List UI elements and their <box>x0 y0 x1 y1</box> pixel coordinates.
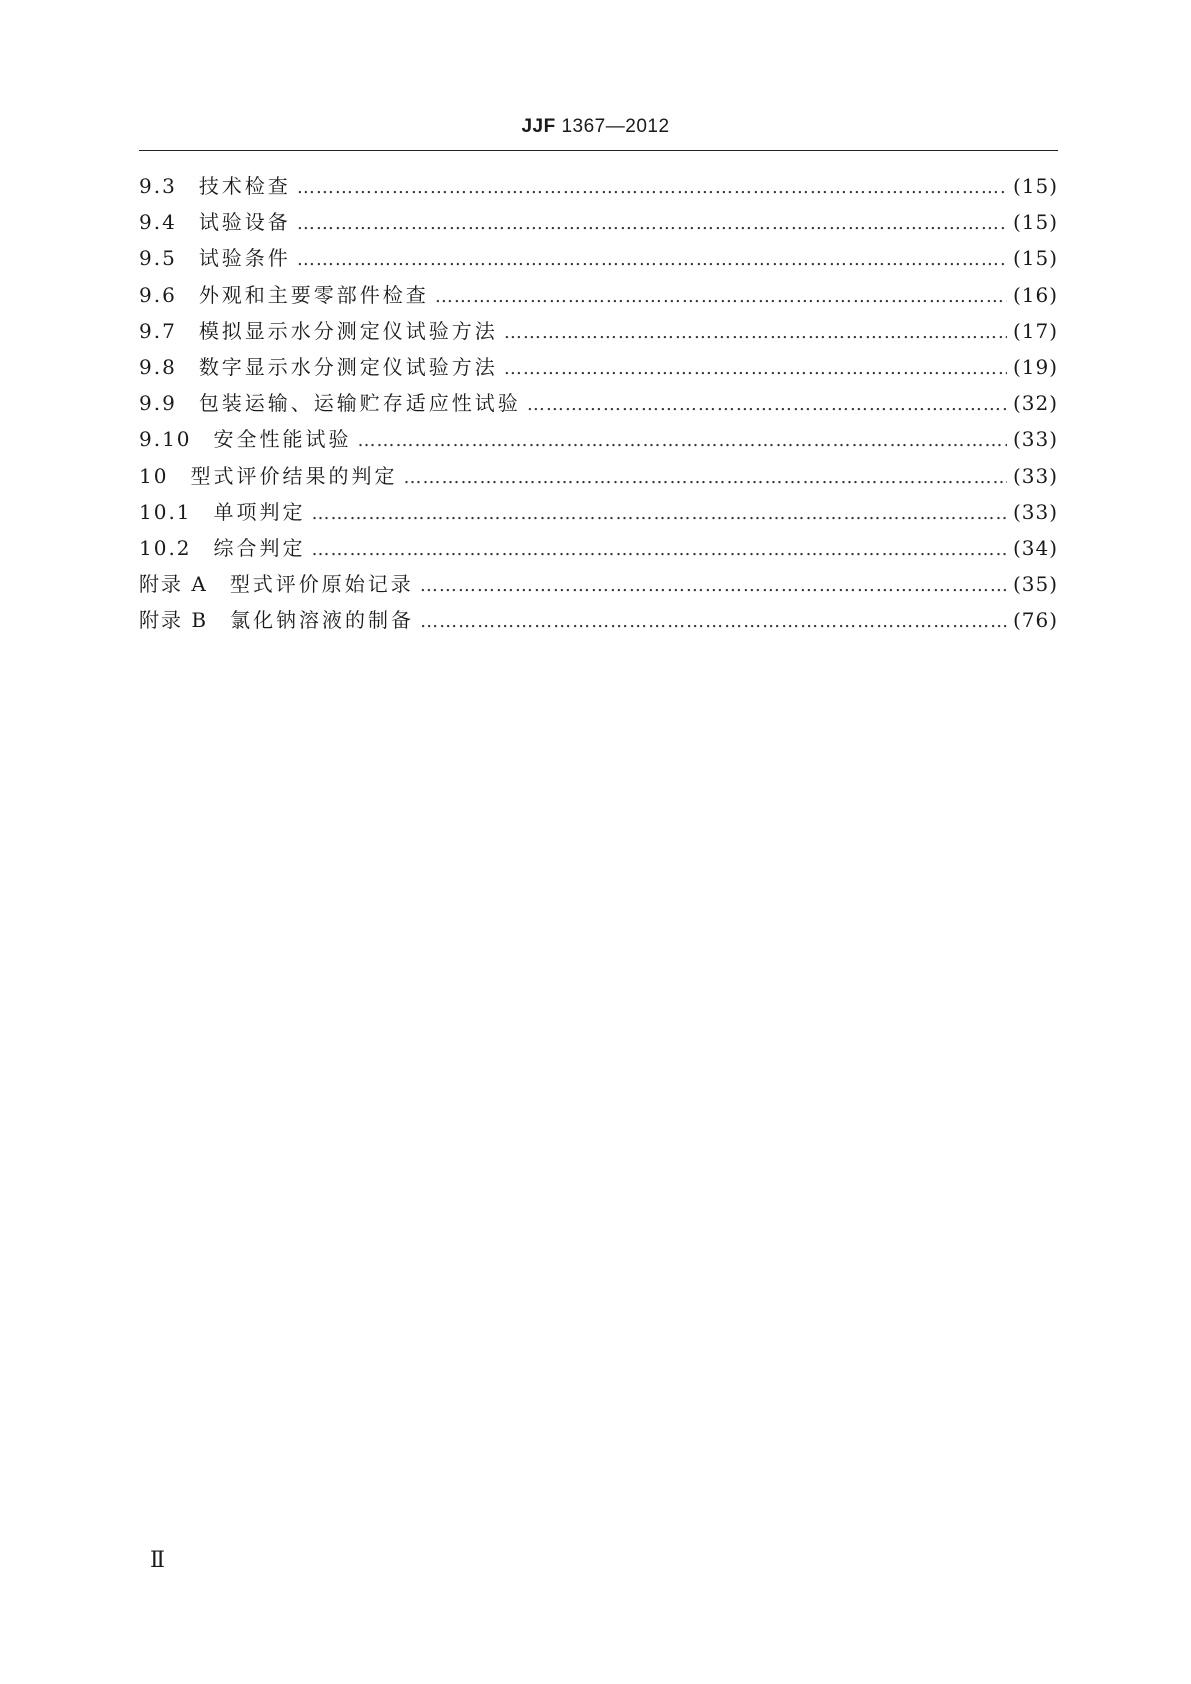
toc-entry[interactable] <box>139 315 1058 351</box>
running-header <box>0 116 1191 138</box>
toc-entry[interactable] <box>139 423 1058 459</box>
toc-entry[interactable] <box>139 568 1058 604</box>
toc-entry-title: 数字显示水分测定仪试验方法 <box>198 354 498 379</box>
dot-leader <box>297 177 1007 198</box>
toc-entry-page: (19) <box>1012 354 1058 379</box>
dot-leader <box>504 358 1007 379</box>
toc-entry-page: (15) <box>1012 210 1058 235</box>
toc-entry-title: 试验条件 <box>198 246 291 271</box>
toc-entry-page: (15) <box>1012 246 1058 271</box>
toc-entry[interactable] <box>139 170 1058 206</box>
dot-leader <box>435 286 1007 307</box>
page-number: Ⅱ <box>150 1548 165 1573</box>
toc-entry-page: (16) <box>1012 282 1058 307</box>
toc-entry-number: 9.6 <box>139 282 177 307</box>
toc-entry-number: 9.5 <box>139 246 177 271</box>
table-of-contents <box>139 170 1058 640</box>
toc-entry[interactable] <box>139 496 1058 532</box>
standard-number: 1367—2012 <box>561 116 670 137</box>
toc-entry-number: 9.3 <box>139 174 177 198</box>
toc-entry-number: 10.1 <box>139 499 192 524</box>
toc-entry-number: 9.8 <box>139 354 177 379</box>
toc-entry-page: (15) <box>1012 174 1058 198</box>
toc-entry[interactable] <box>139 242 1058 278</box>
toc-entry-title: 技术检查 <box>198 174 291 198</box>
header-rule <box>139 150 1058 151</box>
toc-entry-number: 9.4 <box>139 210 177 235</box>
toc-entry-number: 10.2 <box>139 535 192 560</box>
toc-entry-number: 附录 B <box>139 608 209 633</box>
toc-entry-page: (32) <box>1012 391 1058 416</box>
toc-entry[interactable] <box>139 206 1058 242</box>
toc-entry[interactable] <box>139 387 1058 423</box>
toc-entry-number: 9.10 <box>139 427 192 452</box>
toc-entry-page: (17) <box>1012 318 1058 343</box>
toc-entry-title: 安全性能试验 <box>213 427 352 452</box>
toc-entry-number: 10 <box>139 463 169 488</box>
toc-entry[interactable] <box>139 532 1058 568</box>
toc-entry-title: 试验设备 <box>198 210 291 235</box>
toc-entry-number: 9.7 <box>139 318 177 343</box>
toc-entry[interactable] <box>139 604 1058 640</box>
dot-leader <box>312 539 1007 560</box>
dot-leader <box>504 322 1007 343</box>
toc-entry-title: 模拟显示水分测定仪试验方法 <box>198 318 498 343</box>
toc-entry-page: (35) <box>1012 572 1058 597</box>
toc-entry-page: (33) <box>1012 427 1058 452</box>
toc-entry-number: 附录 A <box>139 572 208 597</box>
dot-leader <box>403 467 1006 488</box>
toc-entry-number: 9.9 <box>139 391 177 416</box>
toc-entry-page: (33) <box>1012 463 1058 488</box>
toc-entry-page: (76) <box>1012 608 1058 633</box>
toc-entry-title: 氯化钠溶液的制备 <box>230 608 415 633</box>
toc-entry-title: 型式评价结果的判定 <box>190 463 398 488</box>
toc-entry-title: 综合判定 <box>213 535 306 560</box>
toc-entry[interactable] <box>139 351 1058 387</box>
toc-entry-title: 外观和主要零部件检查 <box>198 282 429 307</box>
dot-leader <box>312 503 1007 524</box>
toc-entry-page: (34) <box>1012 535 1058 560</box>
dot-leader <box>297 213 1007 234</box>
toc-entry-title: 单项判定 <box>213 499 306 524</box>
toc-entry[interactable] <box>139 279 1058 315</box>
dot-leader <box>358 430 1007 451</box>
dot-leader <box>420 611 1007 632</box>
dot-leader <box>527 394 1007 415</box>
toc-entry-title: 包装运输、运输贮存适应性试验 <box>198 391 521 416</box>
toc-entry-page: (33) <box>1012 499 1058 524</box>
toc-entry-title: 型式评价原始记录 <box>229 572 414 597</box>
standard-code: JJF <box>521 116 556 137</box>
toc-entry[interactable] <box>139 460 1058 496</box>
dot-leader <box>420 575 1007 596</box>
dot-leader <box>297 249 1007 270</box>
